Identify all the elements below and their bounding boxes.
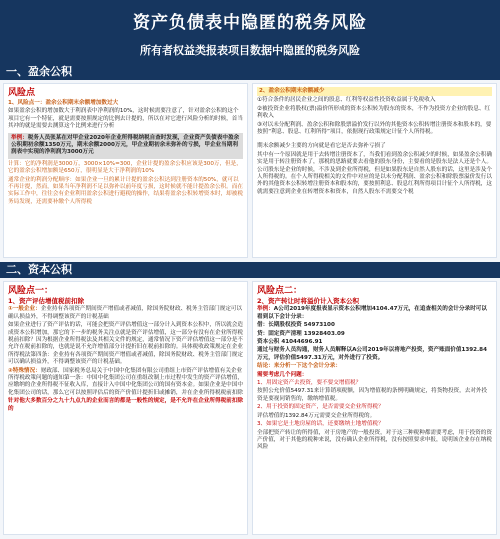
decrease-item-2: ②被投资企业将股权(票)溢价所形成的资本公积转为股东的资本，不作为投资方企业的股息、红利收入 <box>257 105 491 120</box>
decrease-extra: 期末余额减少主要的方向就是看它是否去弥补亏损了 <box>257 143 386 150</box>
decrease-extra-2: 其中有一个原因就是用于去转增注册资本了，当我们看到盈余公积减少的时候，如果盈余公积确实是用于转注册资本了，那税的思路就要去看他的股东身份，主要看的是股东是法人还是个人。公司股东是企业的时候，不涉及到企业所得税，但是如果股东是自然人股东的话，这里是涉及个人所得税的。在个人所得税相关的文件中对应的是以未分配利润、盈余公积和除股票溢价发行以外的其他资本公积转增注册资本和股本的，要按照利息、股息红利所得项目计征个人所得税，这就需要注意到企业在转增资本和资本，自然人股东不需要交个税 <box>257 151 492 195</box>
answer-3: 全部把资产转让的所得值，对于房地产的一般投资，对于这三种税种都需要考虑，用于投资的资产价值，对于其他的税种来说，没有确认企业所得税，没有按照要求申报，说明该企业存在纳税风险 <box>257 429 492 451</box>
capital-left-panel <box>3 281 248 535</box>
capital-right-panel <box>252 281 497 535</box>
analysis-label: 结论：来分析一下这个会计分录： <box>257 363 341 370</box>
risk-point-1-text: 如果盈余公积的增加数大于利润表中净利润的10%，这时候需要注意了，针对盈余公积的这个项目它有一个特征，就是需要按照规定的比例去计提的，所以在对它进行风险分析的时候，首当其冲的就是需要去测算这个比例来进行分析 <box>8 108 243 130</box>
question-1: 1、用固定资产去投资，要不要交增值税？ <box>257 380 362 387</box>
question-3: 3、如果它是土地房屋的话，还要缴纳土地增值税？ <box>257 421 384 428</box>
journal-entry-1: 借：长期股权投资 54973100 <box>257 322 335 329</box>
asset-appraisal-subheading: 1、资产评估增值税前扣除 <box>8 297 85 305</box>
risk-heading: 风险点 <box>8 88 36 98</box>
example-text-2: A公司2019年度报表显示资本公积增加4104.47万元，在追查相关的会计分录时可以看到以下会计分录： <box>257 306 487 320</box>
page-header <box>0 0 500 64</box>
example-followup: 通过与财务人员沟通，财务人员解释以A公司2019年以将地产投资，资产账面价值1392.84万元，评估价值5497.31万元，对外进行了投资。 <box>257 347 487 361</box>
journal-entry-2: 贷：固定资产清理 13928403.09 <box>257 330 345 337</box>
example-label-2: 举例： <box>257 306 274 313</box>
analysis-text-2: 通常企业的利润分配顺序：如果企业一旦的累计计提的盈余公积达到注册资本的50%，就可以不再计提，然而，如果当年净利润不足以弥补以前年度亏损，这时候就不能计提盈余公积。而在实际工作中，往往会有企业利用盈余公积进行避税的操作，结果将盈余公积转增资本时，却被税务局发现，还需要补缴个人所得税 <box>8 176 243 205</box>
page-subtitle: 所有者权益类报表项目数据中隐匿的税务风险 <box>140 44 360 57</box>
question-2: 2、用于投资的固定资产，是否需要交企业所得税？ <box>257 404 384 411</box>
appraisal-explanation: 如果企业进行了资产评估的话，可能会把资产评估增值这一部分计入到资本公积中，所以就会造成资本公积增加，那它的下一步的税务关注点就是资产评估增值，这一部分有没有在企业所得税税前扣除？因为根据企业所得税法及其相关文件的规定，通常情况下资产评估增值这一部分是不允许在税前扣除的，也就是说不允许增值部分计提折旧在税前扣除的。具体税收政策规定在企业所得税法第四条：企业持有各项资产期间资产增值或者减值，除国务院财政、税务主管部门规定可以确认损益外，不得调整该资产的计税基础。 <box>8 322 243 366</box>
example-block <box>8 133 243 159</box>
risk-point-1-title: 1、风险点一：盈余公积期末余额增加数过大 <box>8 100 119 106</box>
special-case-label: ②特殊情况： <box>8 367 41 374</box>
section-surplus-reserve <box>0 83 500 258</box>
decrease-item-1: ①符合条件的居民企业之间的股息、红利等权益性投资收益属于免税收入 <box>257 97 436 104</box>
surplus-right-panel <box>252 83 497 258</box>
answer-2: 评估增值的1392.84万元需要交企业所得税的。 <box>257 412 376 419</box>
risk-point-1-heading: 风险点一： <box>8 286 54 296</box>
example-label: 举例： <box>11 134 28 141</box>
decrease-item-3: ③对以未分配利润、盈余公积和除股票溢价发行以外的其他资本公积转增注册资本和股本的，要按照“利息、股息、红利所得”项目，依据现行政策规定计征个人所得税。 <box>257 121 492 136</box>
section-bar-surplus-reserve: 一、盈余公积 <box>0 64 500 80</box>
questions-intro: 需要考虑几个问题： <box>257 371 308 378</box>
example-text: 税务人员张某在对甲企业2020年企业所得税纳税自查时发现，企业资产负债表中盈余公积期初余额1350万元，期末余额2000万元，甲企业期初余未弥补的亏损，甲企业当期利润表中实现的净利润为3000万元 <box>11 134 240 156</box>
analysis-text: 计算：它的净利润是3000万，3000×10%=300，企业计提的盈余公积应该是300万，但是，它的盈余公积增加额是650万，很明显是大于净利润的10% <box>8 160 242 175</box>
surplus-left-panel <box>3 83 248 258</box>
general-enterprise-text: 企业持有各项资产期间资产增值或者减值，除国务院财政、税务主管部门规定可以确认损益外，不得调整该资产的计税基础 <box>8 306 243 320</box>
answer-1: 按照公允价值5497.31来计算销项税额，因为增值税的条例明确规定，将货物投资，去对外投资是要视同销售的，缴纳增值税。 <box>257 388 488 402</box>
page-title: 资产负债表中隐匿的税务风险 <box>133 13 367 33</box>
general-enterprise-label: ①一般企业： <box>8 306 41 313</box>
section-bar-capital-reserve: 二、资本公积 <box>0 262 500 278</box>
journal-entry-3: 资本公积 41044696.91 <box>257 339 323 346</box>
special-case-emphasis: 针对他大多数百分之九十九点九的企业而言的都是一般性的规定，是不允许在企业所得税前扣除的 <box>8 398 243 412</box>
premium-subheading: 2、资产转让时将溢价计入资本公积 <box>257 297 360 305</box>
risk-point-2-heading: 风险点二： <box>257 286 303 296</box>
section-capital-reserve <box>0 281 500 535</box>
decrease-heading: 2、盈余公积期末余额减少 <box>257 87 492 96</box>
special-case-text: 财政部、国家税务总局关于中国中化集团有限公司重组上市资产评估增值有关企业所得税政策问题的通知第一条：中国中化集团公司在重组改制上市过程中发生的资产评估增值，应缴纳的企业所得税不征收入库，直接计入中国中化集团公司的国有资本金。如果企业是中国中化集团公司的话，那么它可以按照评估后的资产价值计提折旧或摊销，并在企业所得税税前扣除 <box>8 367 243 396</box>
